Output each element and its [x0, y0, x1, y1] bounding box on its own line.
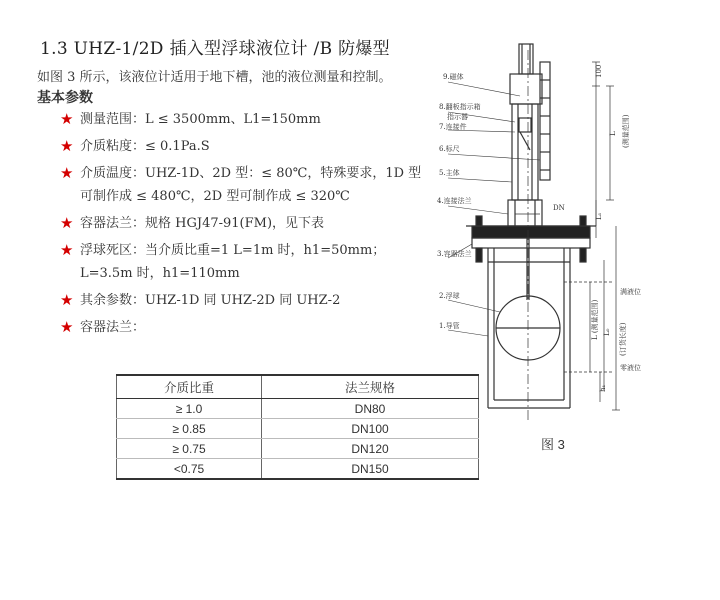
level-label: 满液位	[620, 288, 641, 296]
cell-flange: DN80	[262, 399, 479, 419]
star-icon: ★	[60, 137, 74, 155]
param-text: 浮球死区：当介质比重=1 L=1m 时，h1=50mm；	[80, 243, 386, 258]
magnet-body	[519, 44, 533, 74]
dim-label: L₀	[603, 328, 611, 336]
part-label: 9.磁体	[443, 73, 464, 81]
cell-density: ≥ 0.85	[117, 419, 262, 439]
part-label: 1.导管	[439, 322, 460, 330]
cell-flange: DN150	[262, 459, 479, 480]
cell-density: ≥ 0.75	[117, 439, 262, 459]
dim-label: L (测量范围)	[591, 299, 599, 340]
cell-flange: DN100	[262, 419, 479, 439]
star-icon: ★	[60, 318, 74, 336]
cell-density: <0.75	[117, 459, 262, 480]
param-item	[60, 289, 420, 312]
dim-label: 100	[595, 64, 603, 78]
params-list	[60, 108, 420, 339]
intro-text: 如图 3 所示，该液位计适用于地下槽，池的液位测量和控制。	[37, 70, 392, 85]
star-icon: ★	[60, 110, 74, 128]
dim-label: L	[609, 131, 617, 136]
param-item	[60, 162, 420, 208]
dim-label: h₁	[599, 384, 607, 392]
container-flange	[472, 226, 590, 238]
param-text: 其余参数：UHZ-1D 同 UHZ-2D 同 UHZ-2	[80, 293, 341, 308]
param-item	[60, 239, 420, 285]
table-row	[117, 459, 479, 480]
param-item	[60, 108, 420, 131]
figure-caption: 图 3	[541, 437, 565, 452]
dim-label: (测量范围)	[622, 114, 630, 148]
dim-label: (订货长度)	[619, 322, 627, 356]
section-heading: 1.3 UHZ-1/2D 插入型浮球液位计 /B 防爆型	[40, 39, 390, 59]
basic-params-title: 基本参数	[37, 90, 93, 106]
part-label: 8.翻板指示箱	[439, 103, 481, 111]
part-label: 3.容器法兰	[437, 250, 472, 258]
star-icon: ★	[60, 164, 74, 182]
part-label: 7.连接件	[439, 123, 467, 131]
star-icon: ★	[60, 214, 74, 232]
dim-label: DN	[553, 204, 565, 212]
part-label: 5.主体	[439, 169, 460, 177]
param-text: 介质温度：UHZ-1D、2D 型：≤ 80℃，特殊要求，1D 型	[80, 166, 422, 181]
header-flange: 法兰规格	[262, 375, 479, 399]
param-item	[60, 212, 420, 235]
cell-flange: DN120	[262, 439, 479, 459]
part-label: 6.标尺	[439, 145, 460, 153]
part-label: 4.连接法兰	[437, 197, 472, 205]
part-label: 2.浮球	[439, 292, 460, 300]
level-label: 零液位	[620, 364, 641, 372]
cell-density: ≥ 1.0	[117, 399, 262, 419]
star-icon: ★	[60, 291, 74, 309]
param-text-cont: 可制作成 ≤ 480℃，2D 型可制作成 ≤ 320℃	[80, 189, 350, 204]
star-icon: ★	[60, 241, 74, 259]
param-item	[60, 135, 420, 158]
level-gauge-diagram	[420, 40, 700, 460]
param-text-cont: L=3.5m 时，h1=110mm	[80, 266, 240, 281]
header-density: 介质比重	[117, 375, 262, 399]
param-text: 测量范围：L ≤ 3500mm、L1=150mm	[80, 112, 321, 127]
param-text: 容器法兰：规格 HGJ47-91(FM)，见下表	[80, 216, 325, 231]
param-item	[60, 316, 420, 339]
part-label: 指示器	[447, 113, 468, 121]
dim-label: L₁	[595, 212, 603, 220]
param-text: 容器法兰：	[80, 320, 146, 335]
param-text: 介质粘度：≤ 0.1Pa.S	[80, 139, 210, 154]
